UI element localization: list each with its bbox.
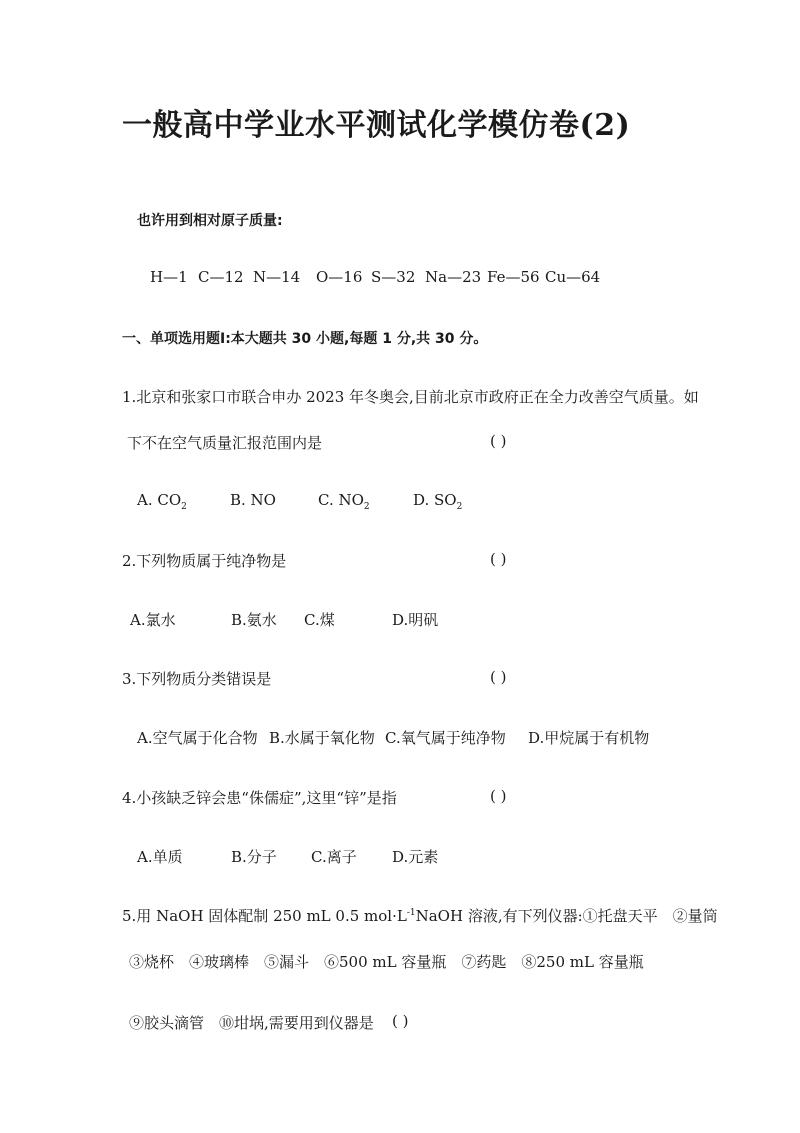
option-c: C.煤 bbox=[304, 611, 335, 629]
option-d: D. $SO_2$ bbox=[413, 491, 463, 512]
answer-blank: ( ) bbox=[392, 1012, 409, 1030]
question-stem-continued: ③烧杯 ④玻璃棒 ⑤漏斗 ⑥500 mL 容量瓶 ⑦药匙 ⑧250 mL 容量瓶 bbox=[129, 953, 644, 971]
option-c: C.离子 bbox=[311, 848, 357, 866]
section-header: 一、单项选用题Ⅰ:本大题共 30 小题,每题 1 分,共 30 分。 bbox=[122, 331, 488, 347]
atomic-mass-item: Cu—64 bbox=[545, 268, 601, 286]
atomic-masses-label: 也许用到相对原子质量: bbox=[137, 213, 283, 229]
question-stem: 3.下列物质分类错误是 bbox=[122, 670, 272, 688]
question-stem: 1.北京和张家口市联合申办 2023 年冬奥会,目前北京市政府正在全力改善空气质量。如 bbox=[122, 388, 699, 406]
answer-blank: ( ) bbox=[490, 668, 507, 686]
atomic-mass-item: C—12 bbox=[198, 268, 244, 286]
option-b: B. NO bbox=[230, 491, 276, 509]
atomic-mass-item: Na—23 bbox=[425, 268, 482, 286]
question-stem: 5.用 NaOH 固体配制 250 mL 0.5 $mol\cdot L^{-1}NaOH$ 溶液,有下列仪器:①托盘天平 ②量筒 bbox=[122, 907, 718, 925]
option-c: C.氧气属于纯净物 bbox=[385, 729, 506, 747]
option-a: A.单质 bbox=[137, 848, 183, 866]
atomic-mass-item: H—1 bbox=[150, 268, 188, 286]
option-b: B.水属于氧化物 bbox=[269, 729, 375, 747]
atomic-mass-item: O—16 bbox=[316, 268, 363, 286]
question-stem-continued: 下不在空气质量汇报范围内是 bbox=[127, 434, 323, 452]
option-a: A.氯水 bbox=[130, 611, 176, 629]
option-b: B.氨水 bbox=[231, 611, 277, 629]
atomic-mass-item: N—14 bbox=[253, 268, 301, 286]
option-d: D.甲烷属于有机物 bbox=[528, 729, 650, 747]
answer-blank: ( ) bbox=[490, 787, 507, 805]
atomic-mass-item: Fe—56 bbox=[487, 268, 540, 286]
answer-blank: ( ) bbox=[490, 550, 507, 568]
atomic-mass-item: S—32 bbox=[371, 268, 416, 286]
option-c: C. $NO_2$ bbox=[318, 491, 370, 512]
option-d: D.明矾 bbox=[392, 611, 439, 629]
option-a: A.空气属于化合物 bbox=[137, 729, 258, 747]
option-d: D.元素 bbox=[392, 848, 439, 866]
question-stem: 2.下列物质属于纯净物是 bbox=[122, 552, 287, 570]
page-title: 一般高中学业水平测试化学模仿卷(2) bbox=[122, 108, 631, 143]
option-a: A. $CO_2$ bbox=[137, 491, 187, 512]
question-stem-continued: ⑨胶头滴管 ⑩坩埚,需要用到仪器是 bbox=[129, 1014, 374, 1032]
answer-blank: ( ) bbox=[490, 432, 507, 450]
option-b: B.分子 bbox=[231, 848, 277, 866]
question-stem: 4.小孩缺乏锌会患“侏儒症”,这里“锌”是指 bbox=[122, 789, 397, 807]
